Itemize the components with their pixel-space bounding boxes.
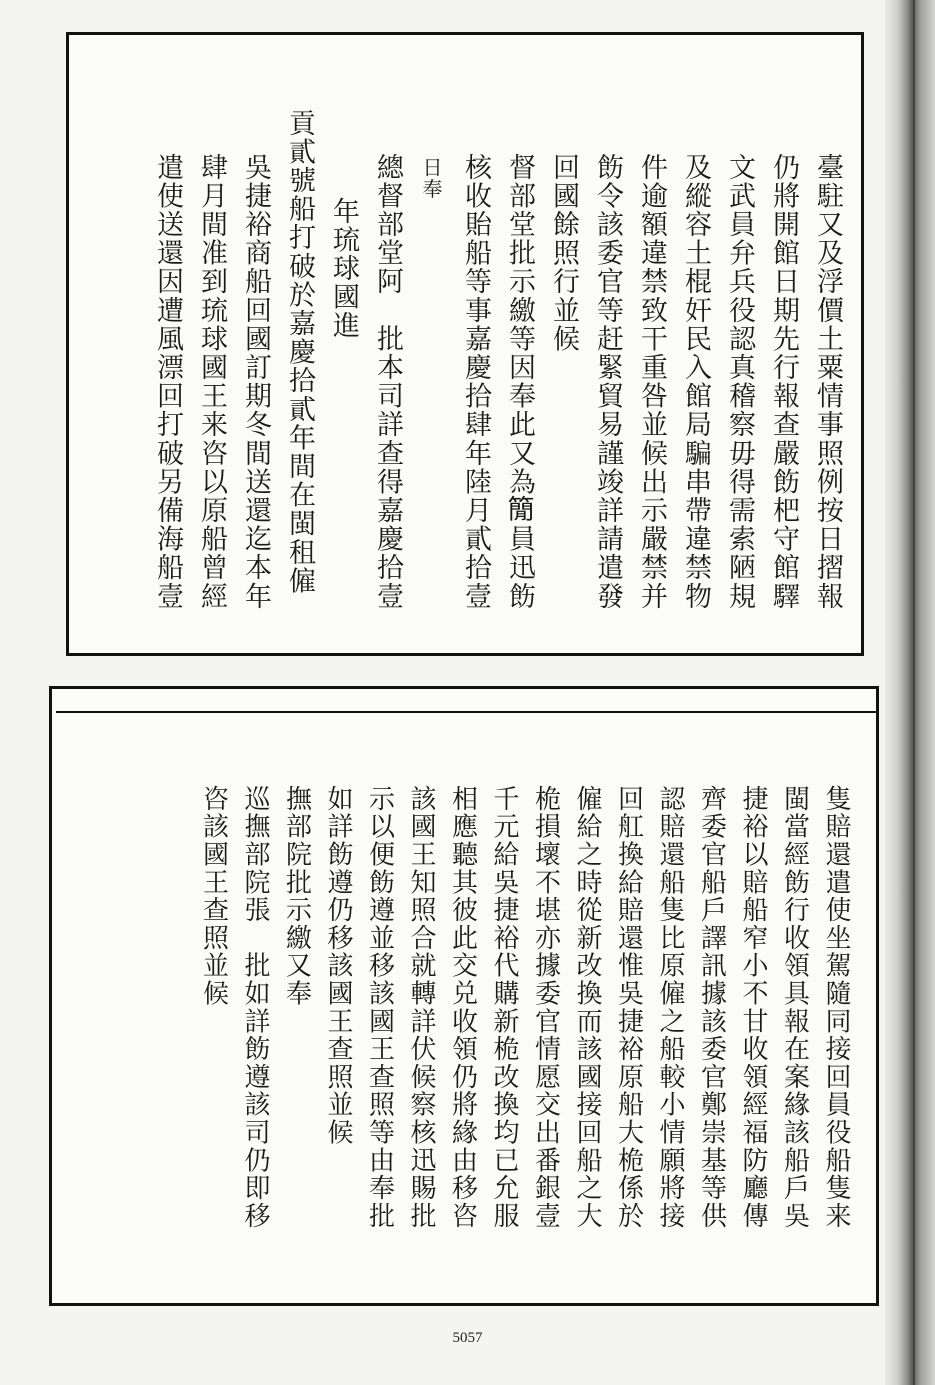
text-column: 日奉 (419, 157, 443, 201)
text-column: 回舡換給賠還惟吳捷裕原船大桅係於 (613, 785, 644, 1230)
text-column: 桅損壞不堪亦據委官情愿交出番銀壹 (530, 785, 561, 1230)
text-column: 年琉球國進 (328, 197, 359, 340)
text-column: 齊委官船戶譯訊據該委官鄭崇基等供 (696, 785, 727, 1230)
text-column: 示以便飭遵並移該國王查照等由奉批 (364, 785, 395, 1230)
text-column: 飭令該委官等赶緊貿易謹竣詳請遣發 (592, 153, 623, 611)
text-column: 肆月間准到琉球國王来咨以原船曾經 (196, 153, 227, 611)
text-column: 如詳飭遵仍移該國王查照並候 (323, 785, 353, 1147)
text-column: 相應聽其彼此交兑收領仍將緣由移咨 (447, 785, 478, 1230)
upper-columns (145, 109, 849, 611)
text-column: 遣使送還因遭風漂回打破另備海船壹 (152, 153, 183, 611)
page-number: 5057 (452, 1330, 483, 1346)
page-gutter-shadow (885, 0, 935, 1385)
text-column: 隻賠還遣使坐駕隨同接回員役船隻来 (821, 785, 851, 1230)
text-column: 咨該國王查照並候 (198, 785, 229, 1008)
text-column: 回國餘照行並候 (548, 153, 579, 354)
lower-text-block (49, 686, 879, 1306)
text-column: 總督部堂阿 批本司詳查得嘉慶拾壹 (372, 153, 403, 611)
text-column: 核收貽船等事嘉慶拾肆年陸月貳拾壹 (460, 153, 491, 611)
lower-columns (192, 785, 856, 1230)
text-column: 督部堂批示繳等因奉此又為𥳑員迅飭 (504, 153, 535, 611)
text-column: 吳捷裕商船回國訂期冬間送還迄本年 (240, 153, 271, 611)
text-column: 千元給吳捷裕代購新桅改換均已允服 (489, 785, 519, 1230)
text-column: 僱給之時從新改換而該國接回船之大 (572, 785, 602, 1230)
text-column: 捷裕以賠船窄小不甘收領經福防廳傳 (738, 785, 768, 1230)
text-column: 及縱容土棍奸民入館局騙串帶違禁物 (680, 153, 711, 611)
gutter-line (913, 0, 915, 1385)
text-column: 仍將開館日期先行報查嚴飭杷守館驛 (768, 153, 799, 611)
text-column: 臺駐又及浮價土粟情事照例按日摺報 (812, 153, 843, 611)
text-column: 認賠還船隻比原僱之船較小情願將接 (655, 785, 685, 1230)
text-column: 該國王知照合就轉詳伏候察核迅賜批 (406, 785, 436, 1230)
text-column: 巡撫部院張 批如詳飭遵該司仍即移 (240, 785, 270, 1230)
text-column: 件逾額違禁致干重咎並候出示嚴禁并 (636, 153, 667, 611)
text-column: 撫部院批示繳又奉 (281, 785, 312, 1008)
text-column: 閩當經飭行收領具報在案緣該船戶吳 (779, 785, 810, 1230)
text-column: 文武員弁兵役認真稽察毋得需索陋規 (724, 153, 755, 611)
upper-text-block (66, 32, 864, 656)
text-column: 貢貳號船打破於嘉慶拾貳年間在閩租僱 (284, 109, 315, 596)
